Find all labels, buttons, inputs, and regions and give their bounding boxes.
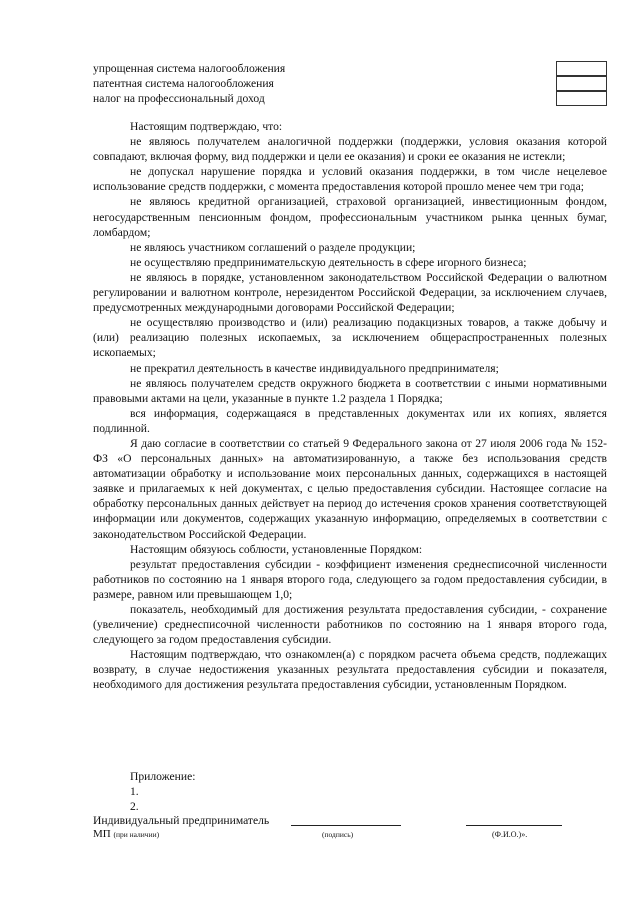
signature-caption: (подпись) <box>322 830 354 839</box>
name-caption: (Ф.И.О.)». <box>492 830 528 839</box>
paragraph-indicator: показатель, необходимый для достижения результата предоставления субсидии, - сохранение (увеличение) среднесписочной численности работников по состоянию на 1 января второго года, следующего за годом предоставления субсидии. <box>93 603 607 647</box>
paragraph-not-budget-recipient: не являюсь получателем средств окружного бюджета в соответствии с иными нормативными правовыми актами на цели, указанные в пункте 1.2 раздела 1 Порядка; <box>93 376 607 405</box>
appendix-item-1: 1. <box>130 785 139 798</box>
paragraph-no-violation: не допускал нарушение порядка и условий оказания поддержки, в том числе нецелевое использование средств поддержки, с момента предоставления которой прошло менее чем три года; <box>93 165 607 194</box>
paragraph-not-financial-org: не являюсь кредитной организацией, страховой организацией, инвестиционным фондом, негосударственным пенсионным фондом, профессиональным участником рынка ценных бумаг, ломбардом; <box>93 195 607 239</box>
signer-label: Индивидуальный предприниматель <box>93 814 270 827</box>
paragraph-info-authentic: вся информация, содержащаяся в представленных документах или их копиях, является подлинной. <box>93 406 607 435</box>
paragraph-not-nonresident: не являюсь в порядке, установленном законодательством Российской Федерации о валютном регулировании и валютном контроле, нерезидентом Российской Федерации, за исключением случаев, предусмотренных международными договорами Российской Федерации; <box>93 270 607 315</box>
appendix-item-2: 2. <box>130 800 139 813</box>
paragraph-obligations: Настоящим обязуюсь соблюсти, установленные Порядком: <box>130 542 423 556</box>
mp-label: МП <box>93 828 111 840</box>
confirmation-text <box>93 119 607 693</box>
tax-option-npd: налог на профессиональный доход <box>93 92 265 105</box>
signature-line[interactable] <box>291 825 401 826</box>
tax-option-patent: патентная система налогообложения <box>93 77 274 90</box>
paragraph-not-psa-participant: не являюсь участником соглашений о разделе продукции; <box>130 240 416 254</box>
paragraph-not-terminated: не прекратил деятельность в качестве индивидуального предпринимателя; <box>130 361 499 375</box>
appendix-title: Приложение: <box>130 770 196 783</box>
name-line[interactable] <box>466 825 562 826</box>
mp-note: (при наличии) <box>113 830 160 839</box>
tax-option-usn: упрощенная система налогообложения <box>93 62 286 75</box>
checkbox-npd[interactable] <box>556 91 607 106</box>
checkbox-patent[interactable] <box>556 76 607 91</box>
paragraph-result: результат предоставления субсидии - коэффициент изменения среднесписочной численности работников по состоянию на 1 января второго года, следующего за годом предоставления субсидии, в размере, равном или превышающем 1,0; <box>93 557 607 601</box>
paragraph-no-similar-support: не являюсь получателем аналогичной поддержки (поддержки, условия оказания которой совпадают, включая форму, вид поддержки и цели ее оказания) и сроки ее оказания не истекли; <box>93 135 607 164</box>
paragraph-personal-data-consent: Я даю согласие в соответствии со статьей 9 Федерального закона от 27 июля 2006 года № 152-ФЗ «О персональных данных» на автоматизированную, а также без использования средств автоматизации обработку и использование моих персональных данных, содержащихся в настоящей заявке и прилагаемых к ней документах, с целью предоставления субсидии. Настоящее согласие на обработку персональных данных действует на период до истечения сроков хранения соответствующей информации или документов, содержащих указанную информацию, определяемых в соответствии с законодательством Российской Федерации. <box>93 436 607 541</box>
stamp-place <box>93 828 159 841</box>
paragraph-not-gambling: не осуществляю предпринимательскую деятельность в сфере игорного бизнеса; <box>130 255 527 269</box>
paragraph-not-excise: не осуществляю производство и (или) реализацию подакцизных товаров, а также добычу и (или) реализацию полезных ископаемых, за исключением общераспространенных полезных ископаемых; <box>93 316 607 360</box>
paragraph-refund-acknowledgement: Настоящим подтверждаю, что ознакомлен(а) с порядком расчета объема средств, подлежащих возврату, в случае недостижения указанных результата предоставления субсидии и показателя, необходимого для достижения результата предоставления субсидии, установленным Порядком. <box>93 648 607 692</box>
checkbox-usn[interactable] <box>556 61 607 76</box>
paragraph-intro: Настоящим подтверждаю, что: <box>130 120 283 133</box>
